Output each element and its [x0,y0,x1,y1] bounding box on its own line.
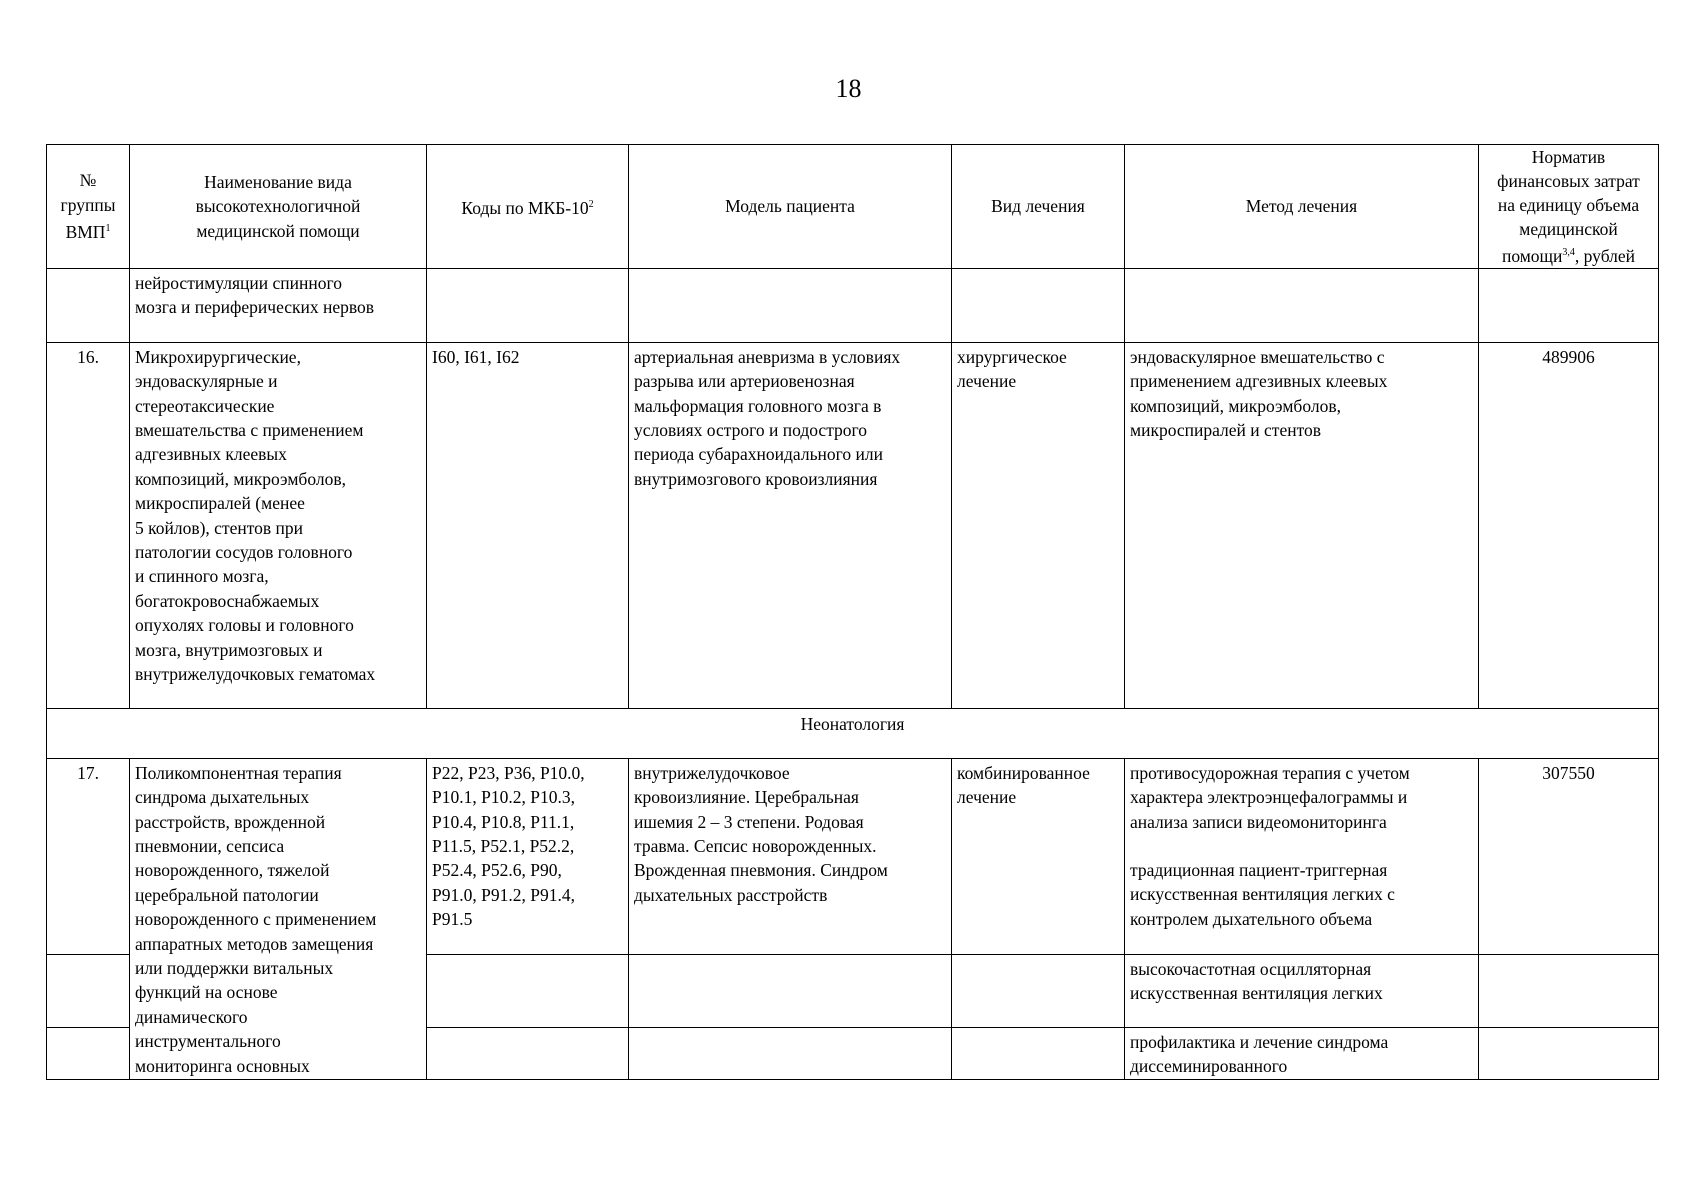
cell-codes [427,1027,629,1079]
cell-model [629,954,952,1027]
cell-norm [1479,268,1659,342]
header-norm: Норматив финансовых затрат на единицу объема медицинской помощи$^{3,4}$, рублей [1479,145,1659,269]
cell-model [629,1027,952,1079]
header-model: Модель пациента [629,145,952,269]
table-row-16 [47,342,1659,708]
cell-no [47,268,130,342]
cell-name: нейростимуляции спинного мозга и периферических нервов [130,268,427,342]
cell-codes [427,268,629,342]
cell-type [952,268,1125,342]
cell-no: 17. [47,758,130,954]
cell-norm: 489906 [1479,342,1659,708]
method-gap [1130,834,1473,858]
vmp-table [46,144,1659,1080]
header-row [47,145,1659,269]
cell-method [1125,268,1479,342]
cell-method: высокочастотная осцилляторная искусственная вентиляция легких [1125,954,1479,1027]
header-name: Наименование вида высокотехнологичной медицинской помощи [130,145,427,269]
cell-method: эндоваскулярное вмешательство с применением адгезивных клеевых композиций, микроэмболов, микроспиралей и стентов [1125,342,1479,708]
cell-method: профилактика и лечение синдрома диссеминированного [1125,1027,1479,1079]
cell-norm: 307550 [1479,758,1659,954]
cell-norm [1479,1027,1659,1079]
page-number: 18 [835,74,862,103]
cell-no [47,954,130,1027]
cell-codes: P22, P23, P36, P10.0, P10.1, P10.2, P10.3, P10.4, P10.8, P11.1, P11.5, P52.1, P52.2, P52.4, P52.6, P90, P91.0, P91.2, P91.4, P91.5 [427,758,629,954]
method-item: противосудорожная терапия с учетом характера электроэнцефалограммы и анализа записи видеомониторинга [1130,762,1410,832]
method-item: традиционная пациент-триггерная искусственная вентиляция легких с контролем дыхательного объема [1130,860,1395,929]
cell-no: 16. [47,342,130,708]
cell-type: комбинированное лечение [952,758,1125,954]
cell-no [47,1027,130,1079]
section-row [47,708,1659,758]
cell-type [952,1027,1125,1079]
cell-name: Микрохирургические, эндоваскулярные и стереотаксические вмешательства с применением адгезивных клеевых композиций, микроэмболов, микроспиралей (менее 5 койлов), стентов при патологии сосудов головного и спинного мозга, богатокровоснабжаемых опухолях головы и головного мозга, внутримозговых и внутрижелудочковых гематомах [130,342,427,708]
cell-model: артериальная аневризма в условиях разрыва или артериовенозная мальформация головного мозга в условиях острого и подострого периода субарахноидального или внутримозгового кровоизлияния [629,342,952,708]
header-type: Вид лечения [952,145,1125,269]
section-title: Неонатология [47,708,1659,758]
cell-name: Поликомпонентная терапия синдрома дыхательных расстройств, врожденной пневмонии, сепсиса новорожденного, тяжелой церебральной патологии новорожденного с применением аппаратных методов замещения или поддержки витальных функций на основе динамического инструментального мониторинга основных [130,758,427,1079]
cell-norm [1479,954,1659,1027]
cell-model: внутрижелудочковое кровоизлияние. Церебральная ишемия 2 – 3 степени. Родовая травма. Сепсис новорожденных. Врожденная пневмония. Синдром дыхательных расстройств [629,758,952,954]
table-row-17 [47,758,1659,954]
header-group-no: № группы ВМП$^1$ [47,145,130,269]
cell-model [629,268,952,342]
header-codes: Коды по МКБ-$10^2$ [427,145,629,269]
cell-type [952,954,1125,1027]
header-group-no-footnote: 1 [105,223,111,235]
cell-codes: I60, I61, I62 [427,342,629,708]
cell-method [1125,758,1479,954]
header-codes-footnote: 2 [588,198,594,210]
cell-codes [427,954,629,1027]
header-norm-footnote: 3,4 [1562,247,1575,258]
cell-type: хирургическое лечение [952,342,1125,708]
header-method: Метод лечения [1125,145,1479,269]
table-row-continuation [47,268,1659,342]
